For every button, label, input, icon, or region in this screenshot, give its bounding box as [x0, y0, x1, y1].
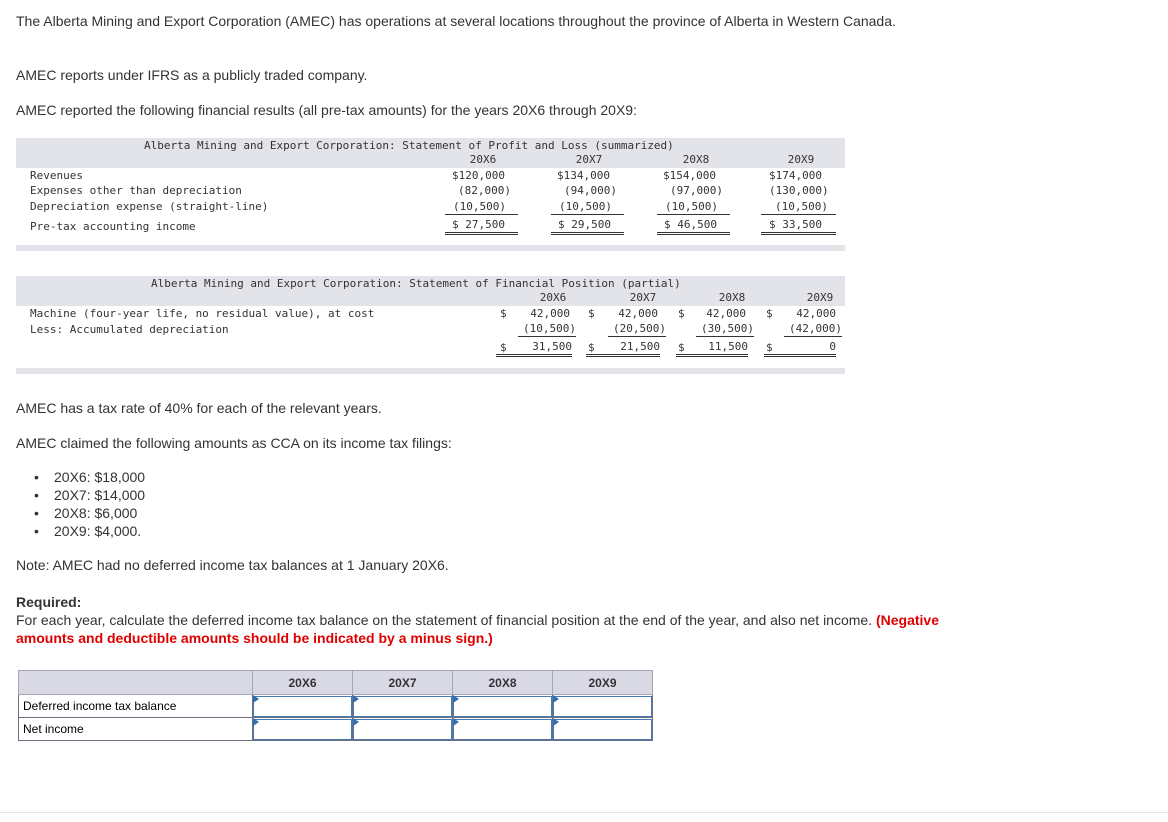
sfp-dollar-sign: $: [766, 307, 773, 320]
sfp-cost: 42,000: [796, 307, 836, 320]
pl-total: $ 46,500: [657, 218, 730, 235]
list-item: • 20X8: $6,000: [32, 504, 145, 522]
pl-row-label: Expenses other than depreciation: [30, 184, 242, 197]
pl-year-header: 20X6: [469, 153, 497, 166]
sfp-year-header: 20X9: [806, 291, 834, 304]
net-income-20x8-input[interactable]: [453, 719, 552, 740]
row-label: Net income: [19, 718, 253, 741]
pl-year-header: 20X8: [682, 153, 710, 166]
cca-intro-text: AMEC claimed the following amounts as CCA on its income tax filings:: [16, 435, 452, 451]
required-sign-note: (Negative amounts and deductible amounts should be indicated by a minus sign.): [16, 612, 940, 646]
pl-value: (82,000): [458, 184, 511, 197]
pl-total: $ 33,500: [761, 218, 836, 235]
sfp-year-header: 20X8: [718, 291, 746, 304]
cca-list: [32, 468, 145, 540]
tax-rate-text: AMEC has a tax rate of 40% for each of the relevant years.: [16, 400, 382, 416]
pl-row-label: Depreciation expense (straight-line): [30, 200, 269, 213]
input-marker-icon: [253, 718, 259, 726]
pl-value: (10,500): [445, 200, 518, 215]
pl-value: (94,000): [564, 184, 617, 197]
column-header: 20X9: [553, 671, 653, 695]
answer-cell: [453, 695, 553, 718]
sfp-dollar-sign: $: [678, 341, 685, 354]
pl-total: $ 29,500: [551, 218, 624, 235]
net-income-20x9-input[interactable]: [553, 719, 652, 740]
profit-loss-statement: [16, 138, 845, 251]
sfp-dollar-sign: $: [500, 307, 507, 320]
pl-row-label: Revenues: [30, 169, 83, 182]
answer-cell: [353, 718, 453, 741]
note-text: Note: AMEC had no deferred income tax balances at 1 January 20X6.: [16, 557, 449, 573]
deferred-tax-20x6-input[interactable]: [253, 696, 352, 717]
sfp-net: 0: [764, 340, 836, 357]
pl-value: (130,000): [769, 184, 829, 197]
input-marker-icon: [553, 695, 559, 703]
pl-value: (97,000): [670, 184, 723, 197]
table-corner: [19, 671, 253, 695]
sfp-year-header: 20X7: [629, 291, 657, 304]
intro-paragraph-2: AMEC reports under IFRS as a publicly traded company.: [16, 67, 368, 83]
answer-cell: [353, 695, 453, 718]
input-marker-icon: [353, 718, 359, 726]
page-divider: [0, 812, 1168, 813]
pl-row-label: Pre-tax accounting income: [30, 220, 196, 233]
answer-cell: [553, 695, 653, 718]
sfp-year-header: 20X6: [539, 291, 567, 304]
input-marker-icon: [353, 695, 359, 703]
list-item: • 20X7: $14,000: [32, 486, 145, 504]
sfp-accumulated: (30,500): [696, 322, 754, 337]
answer-cell: [553, 718, 653, 741]
pl-year-header: 20X7: [575, 153, 603, 166]
sfp-dollar-sign: $: [766, 341, 773, 354]
intro-paragraph-3: AMEC reported the following financial results (all pre-tax amounts) for the years 20X6 through 20X9:: [16, 102, 637, 118]
column-header: 20X6: [253, 671, 353, 695]
net-income-20x7-input[interactable]: [353, 719, 452, 740]
sfp-dollar-sign: $: [588, 341, 595, 354]
deferred-tax-20x9-input[interactable]: [553, 696, 652, 717]
required-text: [16, 611, 946, 647]
sfp-accumulated: (10,500): [518, 322, 576, 337]
column-header: 20X8: [453, 671, 553, 695]
sfp-accumulated: (42,000): [784, 322, 842, 337]
sfp-dollar-sign: $: [500, 341, 507, 354]
pl-total: $ 27,500: [445, 218, 518, 235]
sfp-cost: 42,000: [530, 307, 570, 320]
intro-paragraph-1: The Alberta Mining and Export Corporation (AMEC) has operations at several locations throughout the province of Alberta in Western Canada.: [16, 13, 896, 29]
table-row: [19, 718, 653, 741]
financial-position-statement: [16, 276, 845, 374]
input-marker-icon: [553, 718, 559, 726]
sfp-cost: 42,000: [706, 307, 746, 320]
pl-value: $134,000: [557, 169, 610, 182]
pl-year-header: 20X9: [787, 153, 815, 166]
pl-value: (10,500): [657, 200, 730, 215]
answer-table: [18, 670, 653, 741]
sfp-cost: 42,000: [618, 307, 658, 320]
column-header: 20X7: [353, 671, 453, 695]
pl-value: (10,500): [761, 200, 836, 215]
pl-value: $174,000: [769, 169, 822, 182]
row-label: Deferred income tax balance: [19, 695, 253, 718]
sfp-accumulated: (20,500): [608, 322, 666, 337]
sfp-net: 31,500: [496, 340, 572, 357]
required-instructions: For each year, calculate the deferred income tax balance on the statement of financial position at the end of the year, and also net income.: [16, 612, 873, 628]
input-marker-icon: [253, 695, 259, 703]
answer-cell: [453, 718, 553, 741]
sfp-net: 11,500: [676, 340, 748, 357]
deferred-tax-20x8-input[interactable]: [453, 696, 552, 717]
answer-cell: [253, 718, 353, 741]
pl-value: $154,000: [663, 169, 716, 182]
answer-cell: [253, 695, 353, 718]
sfp-dollar-sign: $: [588, 307, 595, 320]
financial-position-title: Alberta Mining and Export Corporation: Statement of Financial Position (partial): [151, 277, 681, 290]
required-heading: Required:: [16, 594, 82, 610]
table-row: [19, 695, 653, 718]
pl-value: $120,000: [452, 169, 505, 182]
sfp-dollar-sign: $: [678, 307, 685, 320]
input-marker-icon: [453, 718, 459, 726]
pl-value: (10,500): [551, 200, 624, 215]
sfp-row-label: Machine (four-year life, no residual value), at cost: [30, 307, 375, 320]
net-income-20x6-input[interactable]: [253, 719, 352, 740]
sfp-row-label: Less: Accumulated depreciation: [30, 323, 229, 336]
sfp-net: 21,500: [586, 340, 660, 357]
input-marker-icon: [453, 695, 459, 703]
list-item: • 20X9: $4,000.: [32, 522, 145, 540]
deferred-tax-20x7-input[interactable]: [353, 696, 452, 717]
profit-loss-title: Alberta Mining and Export Corporation: Statement of Profit and Loss (summarized): [144, 139, 674, 152]
list-item: • 20X6: $18,000: [32, 468, 145, 486]
